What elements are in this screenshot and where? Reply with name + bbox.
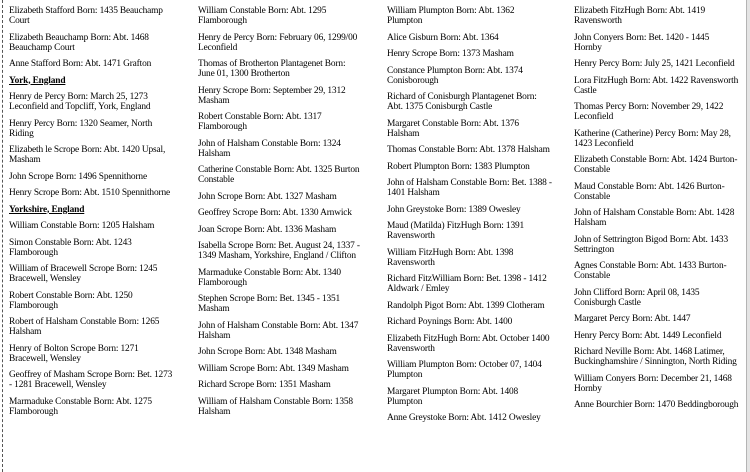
person-entry: Henry Scrope Born: Abt. 1510 Spennithorne bbox=[9, 188, 171, 198]
person-entry: Elizabeth le Scrope Born: Abt. 1420 Upsal, Masham bbox=[9, 145, 166, 165]
person-entry: Anne Stafford Born: Abt. 1471 Grafton bbox=[9, 59, 152, 69]
person-entry: Richard of Conisburgh Plantagenet Born: Abt. 1375 Conisburgh Castle bbox=[387, 92, 537, 112]
person-entry: William FitzHugh Born: Abt. 1398 Ravensworth bbox=[387, 247, 514, 268]
person-entry: Richard Scrope Born: 1351 Masham bbox=[198, 380, 331, 390]
person-entry: Robert Constable Born: Abt. 1250 Flamborough bbox=[9, 290, 133, 311]
person-entry: Robert Constable Born: Abt. 1317 Flamborough bbox=[198, 112, 322, 132]
place-heading: Yorkshire, England bbox=[9, 204, 85, 215]
person-entry: John Scrope Born: Abt. 1348 Masham bbox=[198, 347, 337, 357]
person-entry: Richard Poynings Born: Abt. 1400 bbox=[387, 317, 513, 327]
person-entry: Richard FitzWilliam Born: Bet. 1398 - 1412 Aldwark / Emley bbox=[387, 274, 547, 294]
person-entry: Anne Greystoke Born: Abt. 1412 Owesley bbox=[387, 413, 541, 423]
person-entry: Elizabeth Beauchamp Born: Abt. 1468 Beauchamp Court bbox=[9, 32, 149, 53]
person-entry: Lora FitzHugh Born: Abt. 1422 Ravensworth Castle bbox=[574, 75, 739, 96]
person-entry: John Clifford Born: April 08, 1435 Conisburgh Castle bbox=[574, 287, 700, 308]
person-entry: Margaret Plumpton Born: Abt. 1408 Plumpton bbox=[387, 386, 519, 407]
person-entry: Henry de Percy Born: February 06, 1299/00 Leconfield bbox=[198, 32, 358, 53]
person-entry: Thomas Percy Born: November 29, 1422 Leconfield bbox=[574, 102, 724, 122]
person-entry: Maud (Matilda) FitzHugh Born: 1391 Ravensworth bbox=[387, 221, 525, 241]
page-margin-rule bbox=[2, 0, 3, 472]
place-heading: York, England bbox=[9, 75, 66, 86]
person-entry: Randolph Pigot Born: Abt. 1399 Clotheram bbox=[387, 300, 545, 311]
person-entry: John of Halsham Constable Born: 1324 Halsham bbox=[198, 138, 341, 159]
person-entry: Margaret Constable Born: Abt. 1376 Halsham bbox=[387, 118, 519, 139]
person-entry: John of Halsham Constable Born: Abt. 1428 Halsham bbox=[574, 208, 735, 228]
person-entry: Marmaduke Constable Born: Abt. 1340 Flamborough bbox=[198, 267, 341, 288]
person-entry: William Plumpton Born: Abt. 1362 Plumpton bbox=[387, 6, 515, 26]
person-entry: William Scrope Born: Abt. 1349 Masham bbox=[198, 363, 349, 374]
person-entry: Geoffrey Scrope Born: Abt. 1330 Arnwick bbox=[198, 208, 352, 218]
person-entry: Marmaduke Constable Born: Abt. 1275 Flamborough bbox=[9, 396, 152, 417]
person-entry: Elizabeth FitzHugh Born: Abt. 1419 Ravensworth bbox=[574, 6, 706, 26]
person-entry: Henry Scrope Born: September 29, 1312 Masham bbox=[198, 85, 346, 106]
person-entry: Thomas of Brotherton Plantagenet Born: June 01, 1300 Brotherton bbox=[198, 59, 346, 79]
person-entry: William Constable Born: 1205 Halsham bbox=[9, 221, 155, 231]
person-entry: William Conyers Born: December 21, 1468 Hornby bbox=[574, 373, 732, 394]
place-column-1 bbox=[9, 0, 187, 472]
person-entry: William of Halsham Constable Born: 1358 Halsham bbox=[198, 396, 353, 417]
person-entry: John of Halsham Constable Born: Abt. 1347 Halsham bbox=[198, 320, 359, 341]
person-entry: Catherine Constable Born: Abt. 1325 Burton Constable bbox=[198, 165, 360, 185]
person-entry: Constance Plumpton Born: Abt. 1374 Conisborough bbox=[387, 65, 523, 86]
person-entry: John of Settrington Bigod Born: Abt. 1433 Settrington bbox=[574, 234, 729, 255]
vertical-scrollbar-edge[interactable] bbox=[746, 0, 750, 472]
person-entry: Henry de Percy Born: March 25, 1273 Leconfield and Topcliff, York, England bbox=[9, 92, 151, 112]
person-entry: Stephen Scrope Born: Bet. 1345 - 1351 Masham bbox=[198, 294, 341, 314]
person-entry: Simon Constable Born: Abt. 1243 Flamborough bbox=[9, 237, 132, 258]
person-entry: Isabella Scrope Born: Bet. August 24, 1337 - 1349 Masham, Yorkshire, England / Clifton bbox=[198, 241, 360, 261]
place-column-3 bbox=[387, 0, 569, 472]
person-entry: John Scrope Born: Abt. 1327 Masham bbox=[198, 191, 337, 202]
person-entry: Anne Bourchier Born: 1470 Beddingborough bbox=[574, 400, 739, 410]
person-entry: Elizabeth FitzHugh Born: Abt. October 1400 Ravensworth bbox=[387, 333, 550, 354]
place-column-2 bbox=[198, 0, 381, 472]
person-entry: John Scrope Born: 1496 Spennithorne bbox=[9, 171, 147, 182]
person-entry: John Conyers Born: Bet. 1420 - 1445 Hornby bbox=[574, 32, 710, 53]
person-entry: Margaret Percy Born: Abt. 1447 bbox=[574, 314, 691, 324]
person-entry: Robert of Halsham Constable Born: 1265 Halsham bbox=[9, 317, 160, 337]
person-entry: William Plumpton Born: October 07, 1404 Plumpton bbox=[387, 360, 542, 380]
person-entry: Henry Percy Born: 1320 Seamer, North Riding bbox=[9, 118, 153, 139]
person-entry: Agnes Constable Born: Abt. 1433 Burton- Constable bbox=[574, 261, 727, 281]
person-entry: Henry Percy Born: Abt. 1449 Leconfield bbox=[574, 330, 722, 341]
person-entry: Geoffrey of Masham Scrope Born: Bet. 1273 - 1281 Bracewell, Wensley bbox=[9, 370, 173, 390]
person-entry: Richard Neville Born: Abt. 1468 Latimer, Buckinghamshire / Sinnington, North Riding bbox=[574, 347, 737, 367]
person-entry: Joan Scrope Born: Abt. 1336 Masham bbox=[198, 224, 337, 235]
person-entry: Katherine (Catherine) Percy Born: May 28, 1423 Leconfield bbox=[574, 128, 731, 149]
person-entry: Elizabeth Stafford Born: 1435 Beauchamp Court bbox=[9, 6, 163, 26]
person-entry: Alice Gisburn Born: Abt. 1364 bbox=[387, 32, 499, 43]
person-entry: Elizabeth Constable Born: Abt. 1424 Burton- Constable bbox=[574, 155, 738, 175]
person-entry: Henry of Bolton Scrope Born: 1271 Bracewell, Wensley bbox=[9, 343, 139, 364]
person-entry: Maud Constable Born: Abt. 1426 Burton- Constable bbox=[574, 181, 725, 202]
person-entry: John Greystoke Born: 1389 Owesley bbox=[387, 204, 521, 215]
person-entry: William of Bracewell Scrope Born: 1245 Bracewell, Wensley bbox=[9, 264, 158, 284]
person-entry: Henry Scrope Born: 1373 Masham bbox=[387, 49, 514, 59]
place-column-4 bbox=[574, 0, 744, 472]
person-entry: William Constable Born: Abt. 1295 Flamborough bbox=[198, 6, 327, 26]
person-entry: John of Halsham Constable Born: Bet. 1388 - 1401 Halsham bbox=[387, 178, 552, 198]
person-entry: Robert Plumpton Born: 1383 Plumpton bbox=[387, 161, 530, 172]
person-entry: Henry Percy Born: July 25, 1421 Leconfield bbox=[574, 59, 735, 69]
person-entry: Thomas Constable Born: Abt. 1378 Halsham bbox=[387, 145, 550, 155]
